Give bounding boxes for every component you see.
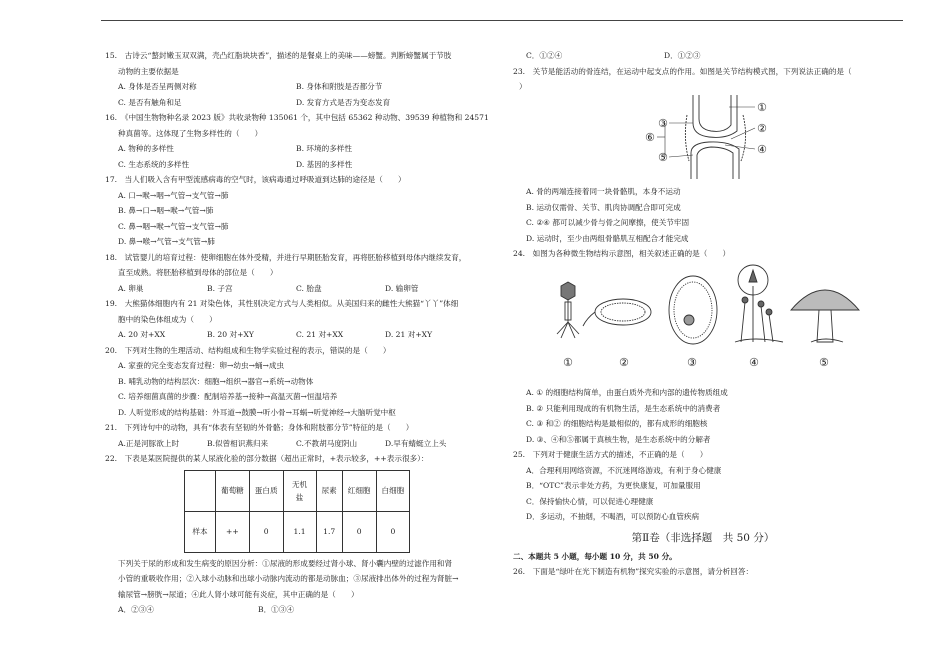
q18-stem-1: 18. 试管婴儿的培育过程：使卵细胞在体外受精，并进行早期胚胎发育，再将胚胎移植到母体内继续发育， (105, 252, 467, 262)
q21-stem: 21. 下列诗句中的动物，具有“体表有坚韧的外骨骼；身体和附肢都分节”特征的是（ ） (105, 423, 414, 432)
left-column (105, 48, 493, 618)
q16-option-a: A. 物种的多样性 (118, 144, 174, 153)
question-19 (105, 296, 493, 343)
bacterium-drawing (583, 299, 651, 326)
q25-option-c: C．保持愉快心情，可以促进心理健康 (526, 496, 654, 506)
q15-option-a: A. 身体是否呈两侧对称 (118, 82, 197, 91)
urine-table (184, 470, 410, 553)
q23-option-d: D. 运动时，至少由两组骨骼肌互相配合才能完成 (526, 233, 689, 243)
mold-drawing (735, 265, 783, 342)
question-15 (105, 48, 493, 110)
q19-stem-1: 19. 大熊猫体细胞内有 21 对染色体，其性别决定方式与人类相似。从美国归来的雌性大熊猫“丫丫”体细 (105, 299, 459, 308)
q15-option-d: D. 发育方式是否为变态发育 (296, 97, 391, 107)
q25-option-a: A．合理利用网络资源，不沉迷网络游戏，有利于身心健康 (526, 465, 722, 475)
q22-analysis-2: 小管的重吸收作用；②入球小动脉和出球小动脉内流动的都是动脉血；③尿液排出体外的过程为肾脏→ (118, 574, 459, 583)
joint-bones (685, 95, 745, 179)
q22-stem: 22. 下表是某医院提供的某人尿液化验的部分数据（超出正常时，+表示较多，++表示很多）： (105, 454, 429, 463)
yeast-drawing (669, 276, 717, 344)
q16-option-d: D. 基因的多样性 (296, 159, 353, 169)
question-20 (105, 343, 493, 421)
mushroom-drawing (791, 290, 859, 342)
section-2-title: 第Ⅱ卷（非选择题 共 50 分） (631, 531, 775, 544)
q24-option-d: D. ③、④和⑤都属于真核生物，是生态系统中的分解者 (526, 434, 711, 444)
q20-stem: 20. 下列对生物的生理活动、结构组成和生物学实验过程的表示，错误的是（ ） (105, 345, 391, 355)
urine-table-header (185, 470, 410, 511)
q25-stem: 25. 下列对于健康生活方式的描述，不正确的是（ ） (513, 450, 708, 459)
q18-option-c: C. 胎盘 (296, 283, 322, 293)
q22-option-b: B．①③④ (258, 605, 294, 614)
joint-diagram (513, 95, 893, 179)
q17-option-c: C. 鼻→咽→喉→气管→支气管→肺 (118, 221, 229, 231)
q25-option-d: D．多运动，不抽烟，不喝酒，可以预防心血管疾病 (526, 512, 700, 521)
q15-stem-2: 动物的主要依据是 (118, 66, 179, 76)
microbe-label-4: ④ (749, 355, 759, 369)
q21-option-d: D.早有蜻蜓立上头 (385, 438, 447, 448)
q19-option-b: B. 20 对+XY (207, 330, 254, 339)
q20-option-a: A. 家蚕的完全变态发育过程：卵→幼虫→蛹→成虫 (118, 361, 285, 370)
question-25 (513, 447, 893, 525)
joint-label-3: ③ (658, 116, 668, 130)
right-column (513, 48, 893, 580)
section-2-subtitle: 二、本题共 5 小题，每小题 10 分，共 50 分。 (513, 551, 677, 561)
q23-stem-1: 23. 关节是能活动的骨连结，在运动中起支点的作用。如图是关节结构模式图，下列说法正确的是（ (513, 66, 852, 76)
urine-sample-label: 样本 (185, 511, 216, 552)
q22-option-a: A．②③④ (118, 605, 154, 614)
q15-option-b: B. 身体和附肢是否都分节 (296, 82, 383, 91)
question-17 (105, 172, 493, 250)
microbes-diagram (513, 262, 893, 380)
q18-option-a: A. 卵巢 (118, 283, 144, 293)
question-24 (513, 246, 893, 447)
q24-option-a: A. ① 的细胞结构简单，由蛋白质外壳和内部的遗传物质组成 (526, 388, 728, 397)
question-23 (513, 64, 893, 247)
q18-stem-2: 直至成熟。将胚胎移植到母体的部位是（ ） (118, 268, 278, 277)
joint-label-4: ④ (757, 142, 767, 156)
q26-stem: 26. 下面是“绿叶在光下制造有机物”探究实验的示意图，请分析回答： (513, 567, 754, 576)
urine-value-wbc: 0 (376, 511, 410, 552)
question-21 (105, 420, 493, 451)
q22-analysis-1: 下列关于尿的形成和发生病变的原因分析：①尿液的形成要经过肾小球、肾小囊内壁的过滤作用和肾 (118, 558, 453, 568)
q24-option-c: C. ③ 和② 的细胞结构是最相似的，都有成形的细胞核 (526, 419, 708, 428)
q17-stem: 17. 当人们吸入含有甲型流感病毒的空气时，该病毒通过呼吸道到达肺的途径是（ ） (105, 175, 406, 184)
q17-option-d: D. 鼻→喉→气管→支气管→肺 (118, 237, 215, 246)
q18-option-d: D. 输卵管 (385, 283, 419, 293)
q15-option-c: C. 是否有触角和足 (118, 97, 182, 107)
microbe-label-3: ③ (687, 355, 697, 369)
q23-option-c: C. ②④ 都可以减少骨与骨之间摩擦，使关节牢固 (526, 218, 690, 227)
q18-option-b: B. 子宫 (207, 283, 233, 293)
q20-option-b: B. 哺乳动物的结构层次：细胞→组织→器官→系统→动物体 (118, 376, 314, 386)
q21-option-a: A.正是河豚欲上时 (118, 438, 180, 448)
urine-header-blank (185, 470, 216, 511)
q23-stem-2: ） (519, 82, 527, 91)
urine-header-glucose: 葡萄糖 (216, 470, 250, 511)
q21-option-b: B.似曾相识燕归来 (207, 438, 269, 448)
q19-option-c: C. 21 对+XX (296, 330, 344, 339)
urine-value-salt: 1.1 (283, 511, 316, 552)
q24-stem: 24. 如图为各种微生物结构示意图，相关叙述正确的是（ ） (513, 249, 731, 258)
joint-label-6: ⑥ (645, 130, 655, 144)
microbe-label-5: ⑤ (819, 355, 829, 369)
q22-option-d: D．①②③ (664, 51, 701, 60)
q22-continued (513, 48, 893, 64)
q16-option-c: C. 生态系统的多样性 (118, 159, 190, 169)
q17-option-a: A. 口→喉→咽→气管→支气管→肺 (118, 190, 229, 200)
q19-option-d: D. 21 对+XY (385, 330, 433, 339)
microbe-label-2: ② (619, 355, 629, 369)
q19-option-a: A. 20 对+XX (118, 330, 166, 339)
leader-lines (657, 107, 755, 157)
joint-labels (645, 101, 767, 164)
urine-header-protein: 蛋白质 (249, 470, 283, 511)
q20-option-d: D. 人听觉形成的结构基础：外耳道→鼓膜→听小骨→耳蜗→听觉神经→大脑听觉中枢 (118, 407, 396, 417)
urine-value-rbc: 0 (342, 511, 376, 552)
joint-label-2: ② (757, 121, 767, 135)
q25-option-b: B．“OTC”表示非处方药，为更快康复，可加量服用 (526, 481, 701, 490)
q22-option-c: C．①②④ (526, 51, 563, 60)
q23-option-b: B. 运动仅需骨、关节、肌肉协调配合即可完成 (526, 202, 681, 212)
urine-table-row (185, 511, 410, 552)
bacteriophage-drawing (557, 282, 579, 338)
q17-option-b: B. 鼻→口→咽→喉→气管→肺 (118, 206, 214, 215)
urine-header-salt: 无机盐 (283, 470, 316, 511)
joint-label-5: ⑤ (658, 150, 668, 164)
urine-header-rbc: 红细胞 (342, 470, 376, 511)
q16-stem-2: 种真菌等。这体现了生物多样性的（ ） (118, 128, 263, 138)
q16-option-b: B. 环境的多样性 (296, 144, 352, 153)
q21-option-c: C.不教胡马度阴山 (296, 438, 358, 448)
q24-option-b: B. ② 只能利用现成的有机物生活，是生态系统中的消费者 (526, 403, 721, 413)
microbe-label-1: ① (563, 355, 573, 369)
question-22 (105, 451, 493, 618)
urine-value-glucose: ++ (216, 511, 250, 552)
urine-value-urea: 1.7 (316, 511, 342, 552)
q15-stem-1: 15. 古诗云“螯封嫩玉双双满，壳凸红脂块块香”，描述的是餐桌上的美味——螃蟹。判断螃蟹属于节肢 (105, 51, 452, 60)
q16-stem-1: 16. 《中国生物物种名录 2023 版》共收录物种 135061 个，其中包括 65362 种动物、39539 种植物和 24571 (105, 113, 489, 122)
q19-stem-2: 胞中的染色体组成为（ ） (118, 314, 217, 324)
urine-header-wbc: 白细胞 (376, 470, 410, 511)
urine-header-urea: 尿素 (316, 470, 342, 511)
question-18 (105, 250, 493, 297)
urine-value-protein: 0 (249, 511, 283, 552)
header-rule (101, 20, 903, 21)
q20-option-c: C. 培养细菌真菌的步骤：配制培养基→接种→高温灭菌→恒温培养 (118, 392, 338, 401)
q22-analysis-3: 输尿管→膀胱→尿道；④此人肾小球可能有炎症，其中正确的是（ ） (118, 589, 359, 599)
microbe-labels (563, 356, 829, 369)
question-16 (105, 110, 493, 172)
q23-option-a: A. 骨的两端连接着同一块骨骼肌，本身不运动 (526, 187, 681, 196)
joint-label-1: ① (757, 100, 767, 114)
